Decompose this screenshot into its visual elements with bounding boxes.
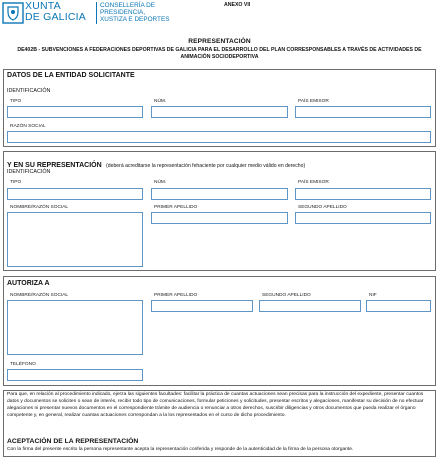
autoriza-nombre-label: NOMBRE/RAZÓN SOCIAL [10,293,69,298]
autoriza-nif-label: NIF [369,293,377,298]
representacion-tipo-field[interactable] [7,188,143,200]
entidad-pais-emisor-label: PAÍS EMISOR [298,99,329,104]
document-subtitle: DE402B - SUBVENCIONES A FEDERACIONES DEPORTIVAS DE GALICIA PARA EL DESARROLLO DEL PLAN CORRESPONSABLES A TRAVÉS DE ACTIVIDADES DE ANIMACIÓN SOCIODEPORTIVA [17,47,422,60]
entidad-identificacion-label: IDENTIFICACIÓN [7,88,51,94]
entidad-tipo-label: TIPO [10,99,22,104]
aceptacion-text: Con la firma del presente escrito la persona representante acepta la representación conferida y responde de la autenticidad de la firma de la persona otorgante. [7,447,354,452]
representacion-segundo-apellido-label: SEGUNDO APELLIDO [298,205,347,210]
representacion-identificacion-label: IDENTIFICACIÓN [7,169,51,175]
representacion-segundo-apellido-field[interactable] [295,212,431,224]
section-entidad-title: DATOS DE LA ENTIDAD SOLICITANTE [7,72,135,79]
entidad-razon-social-field[interactable] [7,131,431,143]
autoriza-segundo-apellido-label: SEGUNDO APELLIDO [262,293,311,298]
dept-line-2: PRESIDENCIA, [100,9,146,16]
department-name [100,2,170,23]
entidad-razon-social-label: RAZÓN SOCIAL [10,124,46,129]
representacion-primer-apellido-field[interactable] [151,212,288,224]
autoriza-primer-apellido-field[interactable] [151,300,253,312]
entidad-num-field[interactable] [151,106,288,118]
representacion-num-field[interactable] [151,188,288,200]
section-representacion-note: (deberá acreditarse la representación fehaciente por cualquier medio válido en derecho) [106,163,306,169]
logo-text [25,1,86,23]
autoriza-nombre-field[interactable] [7,300,143,355]
logo-line-2: DE GALICIA [25,11,86,23]
representacion-pais-emisor-label: PAÍS EMISOR [298,180,329,185]
entidad-pais-emisor-field[interactable] [295,106,431,118]
annex-label: ANEXO VII [224,2,251,8]
aceptacion-title: ACEPTACIÓN DE LA REPRESENTACIÓN [7,438,139,445]
entidad-num-label: NÚM. [154,99,167,104]
autoriza-segundo-apellido-field[interactable] [259,300,361,312]
autoriza-telefono-field[interactable] [7,369,143,381]
representacion-nombre-field[interactable] [7,212,143,267]
representacion-num-label: NÚM. [154,180,167,185]
section-representacion-title: Y EN SU REPRESENTACIÓN [7,162,102,169]
section-representacion-header [7,154,305,172]
representacion-primer-apellido-label: PRIMER APELLIDO [154,205,198,210]
representacion-nombre-label: NOMBRE/RAZÓN SOCIAL [10,205,69,210]
dept-line-1: CONSELLERÍA DE [100,2,156,9]
representacion-tipo-label: TIPO [10,180,22,185]
autoriza-telefono-label: TELÉFONO [10,362,36,367]
facultades-text: Para que, en relación al procedimiento indicado, ejerza las siguientes facultades: facilitar la práctica de cuantas actuaciones sean precisas para la instrucción del expediente, presentar cuantos datos y documentos se soliciten o sean de interés, recibir todo tipo de comunicaciones, formular peticiones y solicitudes, presentar escritos y alegaciones, manifestar su decisión de no efectuar alegaciones ni presentar nuevos documentos en el correspondiente trámite de audiencia o renunciar a otros derechos, suscribir diligencias y otros documentos que pueda realizar el órgano competente y, en general, realizar cuantas actuaciones correspondan a la los representados en el curso de dicho procedimiento. [7,392,424,418]
logo-divider [96,2,97,24]
representacion-pais-emisor-field[interactable] [295,188,431,200]
document-title: REPRESENTACIÓN [188,38,251,45]
logo-line-1: XUNTA [25,0,61,12]
entidad-tipo-field[interactable] [7,106,143,118]
xunta-logo-icon [2,2,24,24]
autoriza-primer-apellido-label: PRIMER APELLIDO [154,293,198,298]
section-autoriza-title: AUTORIZA A [7,280,50,287]
dept-line-3: XUSTIZA E DEPORTES [100,16,170,23]
autoriza-nif-field[interactable] [366,300,431,312]
